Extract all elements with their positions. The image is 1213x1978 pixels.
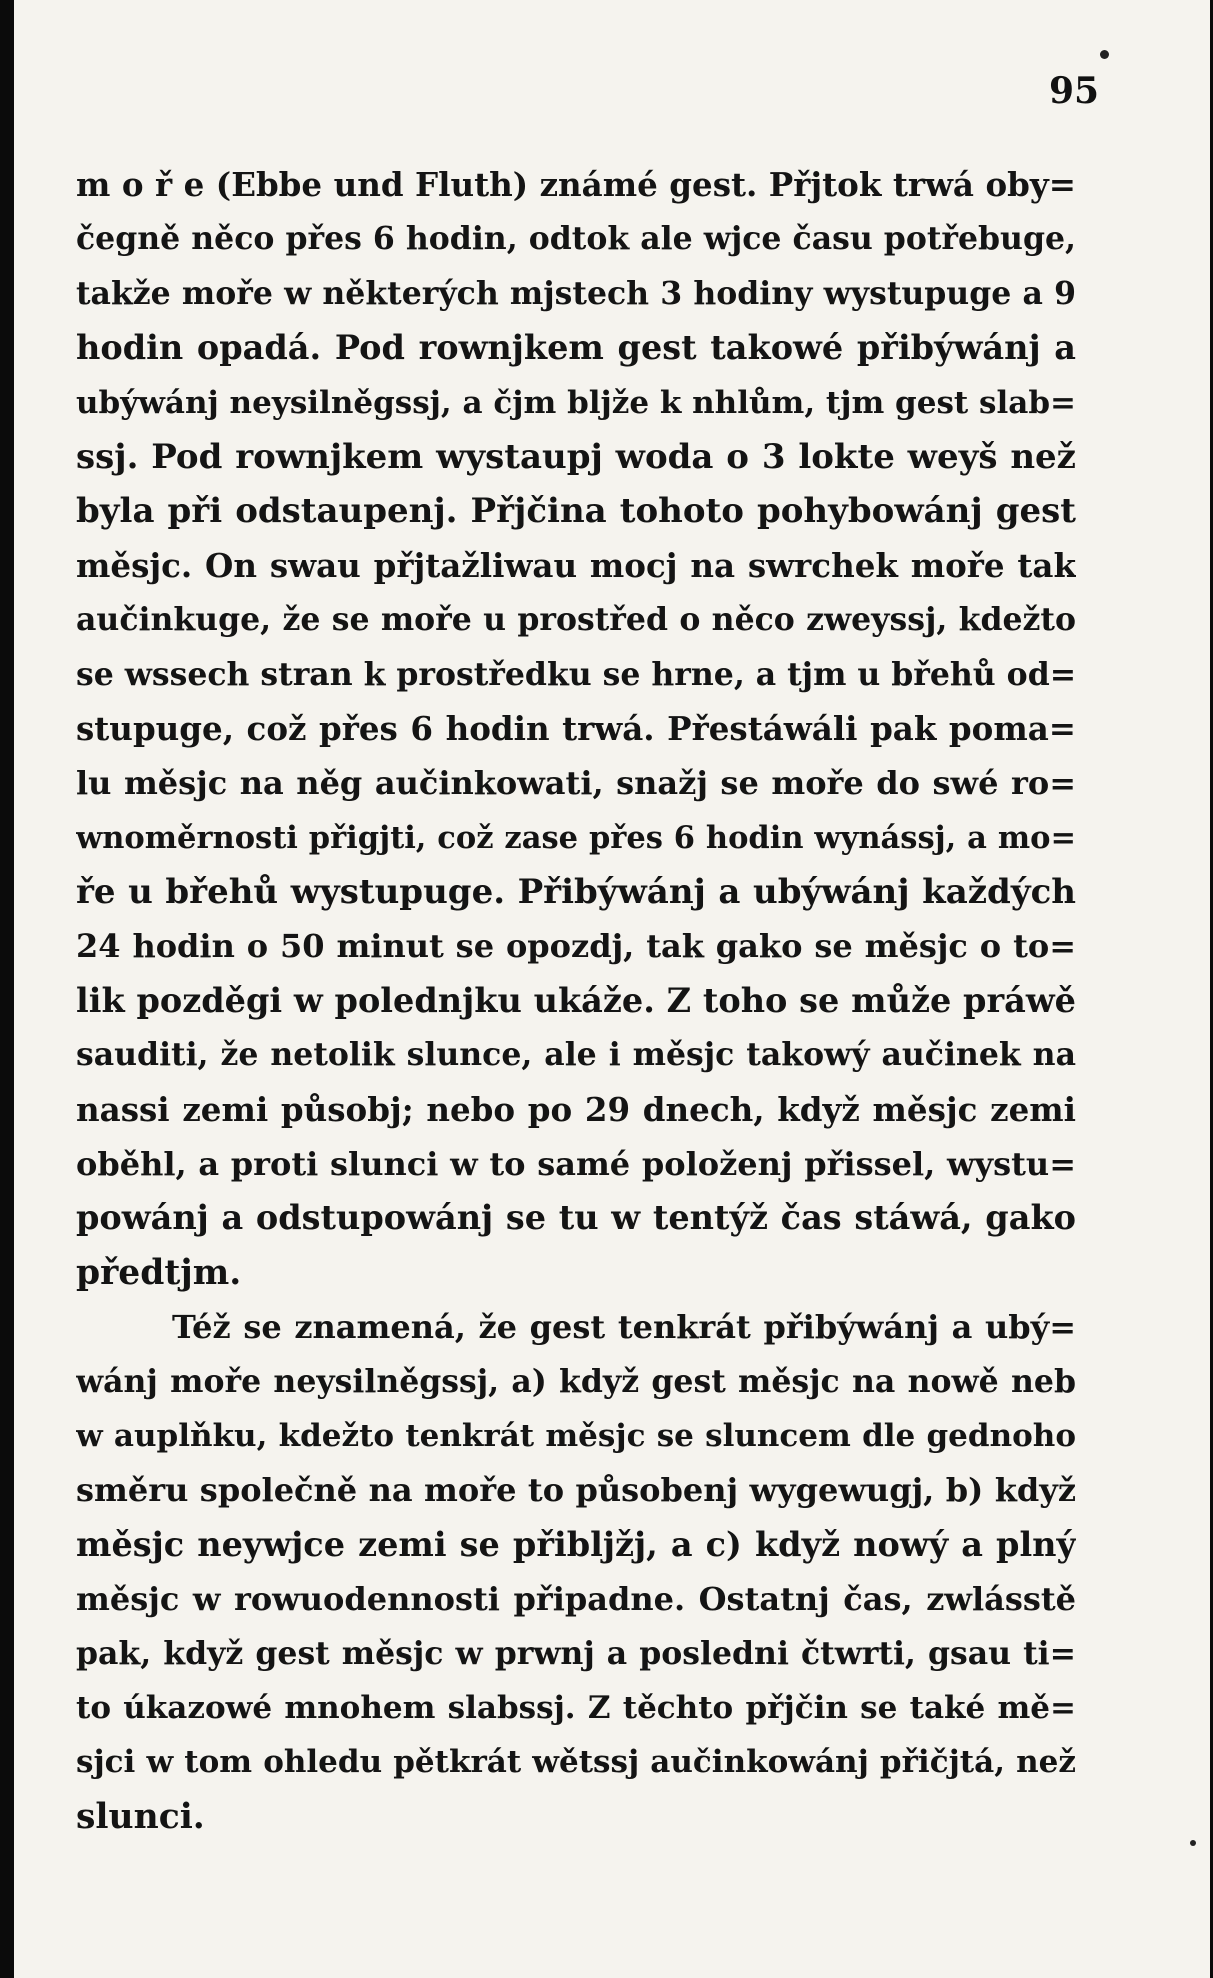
book-page — [14, 0, 1210, 1978]
text-line: to úkazowé mnohem slabssj. Z těchto přjčin se také mě= — [76, 1689, 1076, 1726]
ink-speck — [1190, 1840, 1196, 1846]
text-line: čegně něco přes 6 hodin, odtok ale wjce času potřebuge, — [76, 220, 1076, 258]
text-line: byla při odstaupenj. Přjčina tohoto pohybowánj gest — [76, 491, 1076, 532]
text-line: sjci w tom ohledu pětkrát wětssj aučinkowánj přičjtá, než — [76, 1744, 1076, 1781]
text-line: m o ř e (Ebbe und Fluth) známé gest. Přjtok trwá oby= — [76, 165, 1076, 204]
text-line: nassi zemi působj; nebo po 29 dnech, když měsjc zemi — [76, 1089, 1076, 1129]
text-line: stupuge, což přes 6 hodin trwá. Přestáwáli pak poma= — [76, 708, 1076, 748]
ink-speck — [1100, 50, 1109, 59]
text-line: wánj moře neysilněgssj, a) když gest měsjc na nowě neb — [76, 1362, 1076, 1400]
text-line: měsjc w rowuodennosti připadne. Ostatnj čas, zwlásstě — [76, 1580, 1076, 1619]
text-line: ubýwánj neysilněgssj, a čjm bljže k nhlům, tjm gest slab= — [76, 384, 1076, 421]
body-text — [76, 158, 1076, 1844]
text-line: měsjc. On swau přjtažliwau mocj na swrchek moře tak — [76, 545, 1076, 585]
text-line: ssj. Pod rownjkem wystaupj woda o 3 lokte weyš než — [76, 436, 1076, 477]
text-line: ře u břehů wystupuge. Přibýwánj a ubýwánj každých — [76, 872, 1076, 913]
text-line: směru společně na moře to působenj wygewugj, b) když — [76, 1471, 1076, 1510]
text-line: Též se znamená, že gest tenkrát přibýwánj a ubý= — [172, 1308, 1076, 1347]
text-line: sauditi, že netolik slunce, ale i měsjc takowý aučinek na — [76, 1036, 1076, 1074]
page-number: 95 — [1049, 70, 1100, 112]
text-line: slunci. — [76, 1796, 205, 1837]
text-line: w auplňku, kdežto tenkrát měsjc se sluncem dle gednoho — [76, 1417, 1076, 1454]
text-line: hodin opadá. Pod rownjkem gest takowé přibýwánj a — [76, 328, 1076, 368]
text-line: měsjc neywjce zemi se přibljžj, a c) když nowý a plný — [76, 1524, 1076, 1564]
text-line: se wssech stran k prostředku se hrne, a tjm u břehů od= — [76, 655, 1076, 693]
text-line: aučinkuge, že se moře u prostřed o něco zweyssj, kdežto — [76, 601, 1076, 639]
text-line: lu měsjc na něg aučinkowati, snažj se moře do swé ro= — [76, 764, 1076, 803]
text-line: oběhl, a proti slunci w to samé položenj přissel, wystu= — [76, 1145, 1076, 1184]
text-line: takže moře w některých mjstech 3 hodiny wystupuge a 9 — [76, 274, 1076, 312]
text-line: předtjm. — [76, 1252, 242, 1293]
text-line: wnoměrnosti přigjti, což zase přes 6 hodin wynássj, a mo= — [76, 819, 1076, 856]
text-line: lik pozděgi w polednjku ukáže. Z toho se může práwě — [76, 980, 1076, 1020]
text-line: pak, když gest měsjc w prwnj a posledni čtwrti, gsau ti= — [76, 1634, 1076, 1672]
text-line: powánj a odstupowánj se tu w tentýž čas stáwá, gako — [76, 1198, 1076, 1238]
text-line: 24 hodin o 50 minut se opozdj, tak gako se měsjc o to= — [76, 927, 1076, 966]
